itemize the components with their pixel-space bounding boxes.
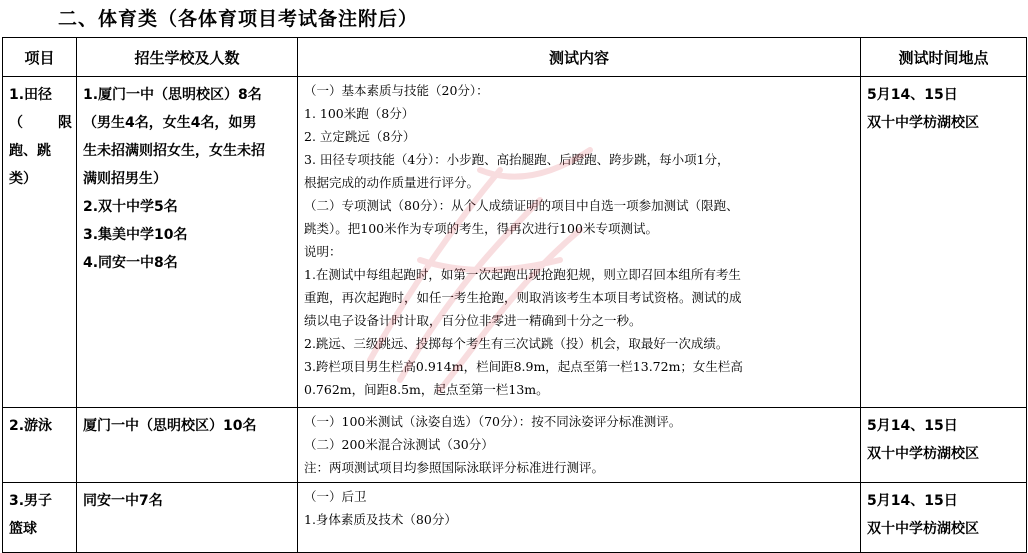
content-line: 3. 田径专项技能（4分）：小步跑、高抬腿跑、后蹬跑、跨步跳，每小项1分， (304, 152, 730, 167)
sports-admission-table (2, 37, 1027, 553)
item-text: 3.男子 (9, 493, 53, 509)
test-date: 5月14、15日 (867, 418, 958, 434)
item-cell (3, 408, 77, 483)
item-cell (3, 77, 77, 408)
school-text: 4.同安一中8名 (83, 255, 178, 271)
content-line: 说明： (304, 244, 342, 259)
content-line: 绩以电子设备计时计取，百分位非零进一精确到十分之一秒。 (304, 313, 642, 328)
item-text: 1.田径 (9, 87, 53, 103)
test-location: 双十中学枋湖校区 (867, 521, 979, 537)
item-text: （ 限 (9, 115, 72, 131)
content-line: （一）基本素质与技能（20分）： (304, 83, 489, 98)
col-header-time-place: 测试时间地点 (861, 38, 1027, 77)
content-line: 1. 100米跑（8分） (304, 106, 415, 121)
time-place-cell (861, 408, 1027, 483)
schools-cell (77, 483, 298, 553)
test-location: 双十中学枋湖校区 (867, 446, 979, 462)
table-header-row (3, 38, 1027, 77)
content-line: 3.跨栏项目男生栏高0.914m，栏间距8.9m，起点至第一栏13.72m；女生栏高 (304, 359, 743, 374)
content-line: 根据完成的动作质量进行评分。 (304, 175, 480, 190)
school-text: 满则招男生） (83, 171, 167, 187)
content-line: （二）专项测试（80分）：从个人成绩证明的项目中自选一项参加测试（限跑、 (304, 198, 739, 213)
school-text: 3.集美中学10名 (83, 227, 188, 243)
col-header-item: 项目 (3, 38, 77, 77)
content-cell (298, 77, 861, 408)
col-header-content: 测试内容 (298, 38, 861, 77)
section-heading: 二、体育类（各体育项目考试备注附后） (58, 8, 419, 30)
schools-cell (77, 408, 298, 483)
school-text: 厦门一中（思明校区）10名 (83, 418, 257, 434)
time-place-cell (861, 77, 1027, 408)
item-text: 2.游泳 (9, 418, 53, 434)
schools-cell (77, 77, 298, 408)
content-line: 1.在测试中每组起跑时，如第一次起跑出现抢跑犯规，则立即召回本组所有考生 (304, 267, 741, 282)
content-line: （二）200米混合泳测试（30分） (304, 437, 494, 452)
content-cell (298, 408, 861, 483)
test-location: 双十中学枋湖校区 (867, 115, 979, 131)
content-line: 跳类）。把100米作为专项的考生，得再次进行100米专项测试。 (304, 221, 658, 236)
content-line: 2.跳远、三级跳远、投掷每个考生有三次试跳（投）机会，取最好一次成绩。 (304, 336, 729, 351)
item-text: 跑、跳 (9, 143, 51, 159)
school-text: 1.厦门一中（思明校区）8名 (83, 87, 262, 103)
test-date: 5月14、15日 (867, 493, 958, 509)
content-line: （一）100米测试（泳姿自选）（70分）：按不同泳姿评分标准测评。 (304, 414, 682, 429)
time-place-cell (861, 483, 1027, 553)
table-row (3, 408, 1027, 483)
school-text: 同安一中7名 (83, 493, 163, 509)
content-cell (298, 483, 861, 553)
content-line: 注：两项测试项目均参照国际泳联评分标准进行测评。 (304, 460, 605, 475)
school-text: 2.双十中学5名 (83, 199, 178, 215)
item-text: 篮球 (9, 521, 37, 537)
school-text: （男生4名，女生4名，如男 (83, 115, 257, 131)
item-text: 类） (9, 171, 37, 187)
content-line: 1.身体素质及技术（80分） (304, 512, 457, 527)
content-line: 0.762m，间距8.5m，起点至第一栏13m。 (304, 382, 549, 397)
test-date: 5月14、15日 (867, 87, 958, 103)
table-row (3, 483, 1027, 553)
content-line: （一）后卫 (304, 489, 367, 504)
col-header-schools: 招生学校及人数 (77, 38, 298, 77)
content-line: 2. 立定跳远（8分） (304, 129, 416, 144)
item-cell (3, 483, 77, 553)
content-line: 重跑，再次起跑时，如任一考生抢跑，则取消该考生本项目考试资格。测试的成 (304, 290, 742, 305)
table-row (3, 77, 1027, 408)
school-text: 生未招满则招女生，女生未招 (83, 143, 265, 159)
